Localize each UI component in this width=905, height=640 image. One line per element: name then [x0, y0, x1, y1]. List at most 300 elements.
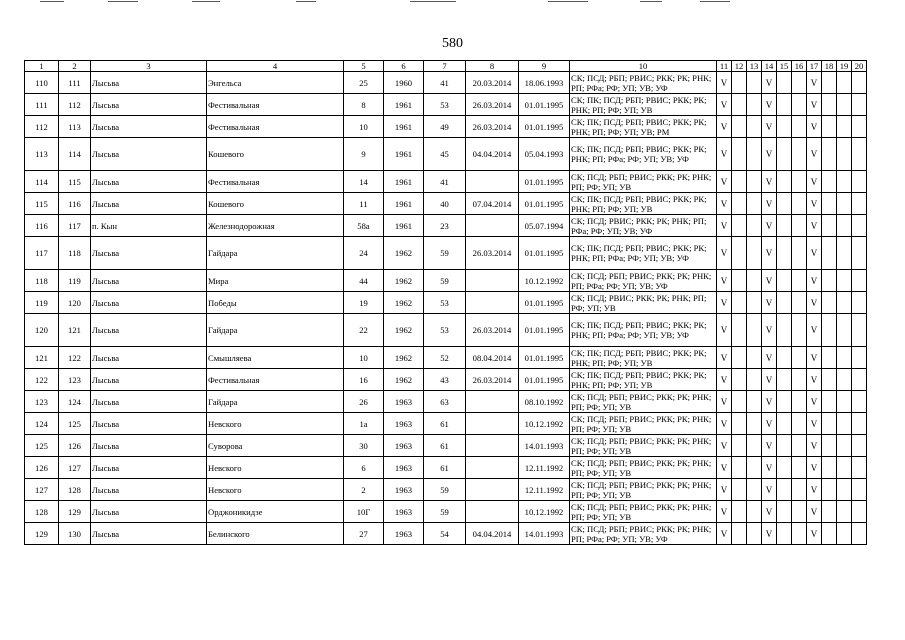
cell-col-20 [852, 292, 867, 314]
cell-col-19 [837, 435, 852, 457]
cell-col-12 [732, 369, 747, 391]
cell-col-8: 08.04.2014 [466, 347, 519, 369]
cell-col-10: СК; ПСД; РВИС; РКК; РК; РНК; РП; РФ; УП; УВ [570, 292, 717, 314]
cell-col-10: СК; ПК; ПСД; РБП; РВИС; РКК; РК; РНК; РП; РФ; УП; УВ [570, 94, 717, 116]
cell-col-7: 49 [424, 116, 466, 138]
cell-col-6: 1961 [384, 138, 424, 171]
cell-col-4: Смышляева [207, 347, 344, 369]
column-header-9: 9 [519, 61, 570, 72]
column-header-19: 19 [837, 61, 852, 72]
cell-col-16 [792, 171, 807, 193]
cell-col-2: 116 [59, 193, 91, 215]
cell-col-7: 54 [424, 523, 466, 545]
cell-col-11: V [717, 292, 732, 314]
cell-col-18 [822, 270, 837, 292]
cell-col-6: 1963 [384, 413, 424, 435]
column-header-20: 20 [852, 61, 867, 72]
column-header-6: 6 [384, 61, 424, 72]
cell-col-7: 53 [424, 94, 466, 116]
cell-col-12 [732, 347, 747, 369]
cell-col-18 [822, 72, 837, 94]
cell-col-10: СК; ПСД; РБП; РВИС; РКК; РК; РНК; РП; РФ; УП; УВ [570, 391, 717, 413]
column-header-12: 12 [732, 61, 747, 72]
cell-col-19 [837, 413, 852, 435]
cell-col-11: V [717, 435, 732, 457]
cell-col-7: 41 [424, 72, 466, 94]
cell-col-8: 26.03.2014 [466, 237, 519, 270]
cell-col-12 [732, 193, 747, 215]
cell-col-4: Гайдара [207, 237, 344, 270]
cell-col-10: СК; ПК; ПСД; РБП; РВИС; РКК; РК; РНК; РП; РФ; УП; УВ [570, 369, 717, 391]
cell-col-17: V [807, 413, 822, 435]
cell-col-9: 10.12.1992 [519, 501, 570, 523]
cell-col-17: V [807, 501, 822, 523]
cell-col-7: 59 [424, 501, 466, 523]
cell-col-18 [822, 413, 837, 435]
cell-col-5: 44 [344, 270, 384, 292]
cell-col-3: Лысьва [91, 270, 207, 292]
cell-col-10: СК; ПСД; РБП; РВИС; РКК; РК; РНК; РП; РФа; РФ; УП; УВ; УФ [570, 72, 717, 94]
cell-col-2: 126 [59, 435, 91, 457]
cell-col-17: V [807, 479, 822, 501]
cell-col-1: 117 [25, 237, 59, 270]
cell-col-15 [777, 237, 792, 270]
cell-col-9: 01.01.1995 [519, 369, 570, 391]
cell-col-11: V [717, 391, 732, 413]
cell-col-10: СК; ПСД; РБП; РВИС; РКК; РК; РНК; РП; РФ; УП; УВ [570, 435, 717, 457]
cell-col-5: 11 [344, 193, 384, 215]
cell-col-15 [777, 116, 792, 138]
cell-col-15 [777, 72, 792, 94]
cell-col-19 [837, 215, 852, 237]
cell-col-12 [732, 457, 747, 479]
cell-col-16 [792, 347, 807, 369]
cell-col-7: 45 [424, 138, 466, 171]
column-header-2: 2 [59, 61, 91, 72]
cell-col-13 [747, 391, 762, 413]
cell-col-20 [852, 457, 867, 479]
table-row [25, 457, 867, 479]
column-header-17: 17 [807, 61, 822, 72]
cell-col-13 [747, 457, 762, 479]
cell-col-14: V [762, 391, 777, 413]
cell-col-9: 18.06.1993 [519, 72, 570, 94]
cell-col-6: 1962 [384, 270, 424, 292]
cell-col-15 [777, 435, 792, 457]
cell-col-1: 115 [25, 193, 59, 215]
cell-col-4: Невского [207, 413, 344, 435]
cell-col-18 [822, 193, 837, 215]
cell-col-12 [732, 72, 747, 94]
cell-col-13 [747, 501, 762, 523]
cell-col-13 [747, 479, 762, 501]
cell-col-6: 1963 [384, 457, 424, 479]
page-number: 580 [442, 36, 463, 51]
table-row [25, 116, 867, 138]
cell-col-16 [792, 138, 807, 171]
cell-col-10: СК; ПСД; РБП; РВИС; РКК; РК; РНК; РП; РФа; РФ; УП; УВ; УФ [570, 523, 717, 545]
cell-col-4: Фестивальная [207, 94, 344, 116]
cell-col-13 [747, 435, 762, 457]
column-header-15: 15 [777, 61, 792, 72]
cell-col-5: 9 [344, 138, 384, 171]
cell-col-8 [466, 457, 519, 479]
table-row [25, 215, 867, 237]
cell-col-3: Лысьва [91, 479, 207, 501]
cell-col-3: Лысьва [91, 457, 207, 479]
cell-col-18 [822, 94, 837, 116]
cell-col-6: 1963 [384, 435, 424, 457]
cell-col-1: 119 [25, 292, 59, 314]
cell-col-15 [777, 457, 792, 479]
cell-col-9: 05.07.1994 [519, 215, 570, 237]
cell-col-8 [466, 292, 519, 314]
cell-col-15 [777, 523, 792, 545]
cell-col-17: V [807, 435, 822, 457]
cell-col-14: V [762, 116, 777, 138]
cell-col-7: 61 [424, 457, 466, 479]
cell-col-10: СК; ПК; ПСД; РБП; РВИС; РКК; РК; РНК; РП; РФ; УП; УВ [570, 347, 717, 369]
cell-col-14: V [762, 215, 777, 237]
cell-col-14: V [762, 292, 777, 314]
cell-col-9: 01.01.1995 [519, 94, 570, 116]
cell-col-15 [777, 413, 792, 435]
cell-col-19 [837, 501, 852, 523]
cell-col-2: 118 [59, 237, 91, 270]
cell-col-20 [852, 347, 867, 369]
cell-col-9: 08.10.1992 [519, 391, 570, 413]
cell-col-11: V [717, 314, 732, 347]
cell-col-4: Белинского [207, 523, 344, 545]
cell-col-4: Мира [207, 270, 344, 292]
cell-col-4: Железнодорожная [207, 215, 344, 237]
cell-col-12 [732, 523, 747, 545]
cell-col-15 [777, 94, 792, 116]
table-row [25, 138, 867, 171]
column-header-16: 16 [792, 61, 807, 72]
cell-col-12 [732, 413, 747, 435]
cell-col-14: V [762, 523, 777, 545]
cell-col-19 [837, 138, 852, 171]
cell-col-3: Лысьва [91, 523, 207, 545]
table-row [25, 171, 867, 193]
cell-col-11: V [717, 270, 732, 292]
cell-col-18 [822, 116, 837, 138]
table-row [25, 479, 867, 501]
cell-col-13 [747, 193, 762, 215]
cell-col-8 [466, 413, 519, 435]
cell-col-8: 04.04.2014 [466, 523, 519, 545]
cell-col-18 [822, 292, 837, 314]
cell-col-9: 01.01.1995 [519, 237, 570, 270]
cell-col-10: СК; ПСД; РБП; РВИС; РКК; РК; РНК; РП; РФ; УП; УВ [570, 501, 717, 523]
cell-col-1: 116 [25, 215, 59, 237]
cell-col-13 [747, 72, 762, 94]
cell-col-16 [792, 314, 807, 347]
cell-col-20 [852, 116, 867, 138]
table-row [25, 413, 867, 435]
cell-col-17: V [807, 369, 822, 391]
cell-col-8 [466, 435, 519, 457]
cell-col-16 [792, 391, 807, 413]
table-row [25, 314, 867, 347]
cell-col-3: Лысьва [91, 138, 207, 171]
cell-col-4: Суворова [207, 435, 344, 457]
cell-col-16 [792, 116, 807, 138]
cell-col-11: V [717, 72, 732, 94]
cell-col-16 [792, 457, 807, 479]
cell-col-17: V [807, 457, 822, 479]
table-row [25, 270, 867, 292]
cell-col-19 [837, 314, 852, 347]
cell-col-3: Лысьва [91, 94, 207, 116]
cell-col-7: 40 [424, 193, 466, 215]
cell-col-4: Кошевого [207, 138, 344, 171]
cell-col-3: Лысьва [91, 116, 207, 138]
cell-col-20 [852, 413, 867, 435]
cell-col-12 [732, 435, 747, 457]
cell-col-18 [822, 237, 837, 270]
cell-col-7: 59 [424, 237, 466, 270]
cell-col-8: 04.04.2014 [466, 138, 519, 171]
cell-col-17: V [807, 237, 822, 270]
cell-col-9: 12.11.1992 [519, 457, 570, 479]
cell-col-5: 6 [344, 457, 384, 479]
cell-col-15 [777, 292, 792, 314]
cell-col-10: СК; ПСД; РБП; РВИС; РКК; РК; РНК; РП; РФ; УП; УВ [570, 413, 717, 435]
cell-col-15 [777, 138, 792, 171]
cell-col-3: Лысьва [91, 413, 207, 435]
cell-col-7: 61 [424, 413, 466, 435]
cell-col-19 [837, 237, 852, 270]
cell-col-11: V [717, 501, 732, 523]
cell-col-6: 1961 [384, 94, 424, 116]
cell-col-11: V [717, 369, 732, 391]
cell-col-7: 43 [424, 369, 466, 391]
cell-col-11: V [717, 479, 732, 501]
cell-col-13 [747, 116, 762, 138]
cell-col-15 [777, 369, 792, 391]
cell-col-2: 113 [59, 116, 91, 138]
cell-col-16 [792, 94, 807, 116]
cell-col-20 [852, 193, 867, 215]
cell-col-5: 30 [344, 435, 384, 457]
cell-col-4: Гайдара [207, 314, 344, 347]
cell-col-12 [732, 270, 747, 292]
cell-col-1: 121 [25, 347, 59, 369]
cell-col-1: 127 [25, 479, 59, 501]
cell-col-11: V [717, 116, 732, 138]
cell-col-18 [822, 479, 837, 501]
cell-col-6: 1962 [384, 369, 424, 391]
cell-col-5: 27 [344, 523, 384, 545]
cell-col-15 [777, 347, 792, 369]
cell-col-10: СК; ПСД; РБП; РВИС; РКК; РК; РНК; РП; РФа; РФ; УП; УВ; УФ [570, 270, 717, 292]
cell-col-1: 124 [25, 413, 59, 435]
cell-col-14: V [762, 94, 777, 116]
table-row [25, 391, 867, 413]
cell-col-14: V [762, 193, 777, 215]
cell-col-14: V [762, 314, 777, 347]
cell-col-3: Лысьва [91, 72, 207, 94]
cell-col-1: 114 [25, 171, 59, 193]
cell-col-14: V [762, 479, 777, 501]
cell-col-13 [747, 369, 762, 391]
column-header-18: 18 [822, 61, 837, 72]
cell-col-11: V [717, 193, 732, 215]
cell-col-4: Фестивальная [207, 116, 344, 138]
cell-col-17: V [807, 171, 822, 193]
cell-col-17: V [807, 292, 822, 314]
table-row [25, 193, 867, 215]
cell-col-2: 123 [59, 369, 91, 391]
cell-col-9: 05.04.1993 [519, 138, 570, 171]
cell-col-12 [732, 94, 747, 116]
cell-col-17: V [807, 314, 822, 347]
cell-col-17: V [807, 138, 822, 171]
cell-col-11: V [717, 215, 732, 237]
cell-col-2: 128 [59, 479, 91, 501]
cell-col-17: V [807, 347, 822, 369]
column-header-4: 4 [207, 61, 344, 72]
cell-col-2: 129 [59, 501, 91, 523]
cell-col-19 [837, 94, 852, 116]
cell-col-16 [792, 72, 807, 94]
cell-col-6: 1963 [384, 523, 424, 545]
cell-col-1: 120 [25, 314, 59, 347]
cell-col-12 [732, 479, 747, 501]
cell-col-7: 63 [424, 391, 466, 413]
cell-col-10: СК; ПК; ПСД; РБП; РВИС; РКК; РК; РНК; РП; РФ; УП; УВ [570, 193, 717, 215]
cell-col-13 [747, 292, 762, 314]
cell-col-4: Невского [207, 457, 344, 479]
cell-col-9: 01.01.1995 [519, 193, 570, 215]
cell-col-20 [852, 72, 867, 94]
cell-col-12 [732, 138, 747, 171]
cell-col-4: Кошевого [207, 193, 344, 215]
cell-col-5: 24 [344, 237, 384, 270]
cell-col-14: V [762, 501, 777, 523]
cell-col-13 [747, 413, 762, 435]
cell-col-16 [792, 435, 807, 457]
cell-col-3: Лысьва [91, 391, 207, 413]
cell-col-18 [822, 215, 837, 237]
cell-col-4: Невского [207, 479, 344, 501]
cell-col-14: V [762, 270, 777, 292]
cell-col-11: V [717, 413, 732, 435]
cell-col-1: 112 [25, 116, 59, 138]
cell-col-14: V [762, 138, 777, 171]
cell-col-17: V [807, 215, 822, 237]
cell-col-8 [466, 391, 519, 413]
cell-col-20 [852, 479, 867, 501]
cell-col-1: 125 [25, 435, 59, 457]
cell-col-6: 1961 [384, 171, 424, 193]
cell-col-2: 121 [59, 314, 91, 347]
cell-col-10: СК; ПК; ПСД; РБП; РВИС; РКК; РК; РНК; РП; РФа; РФ; УП; УВ; УФ [570, 314, 717, 347]
cell-col-17: V [807, 94, 822, 116]
cell-col-1: 126 [25, 457, 59, 479]
cell-col-1: 128 [25, 501, 59, 523]
cell-col-1: 110 [25, 72, 59, 94]
cell-col-5: 26 [344, 391, 384, 413]
cell-col-20 [852, 237, 867, 270]
column-header-3: 3 [91, 61, 207, 72]
cell-col-8: 26.03.2014 [466, 94, 519, 116]
cell-col-13 [747, 347, 762, 369]
column-header-1: 1 [25, 61, 59, 72]
cell-col-6: 1961 [384, 215, 424, 237]
cell-col-6: 1961 [384, 193, 424, 215]
cell-col-19 [837, 171, 852, 193]
cell-col-18 [822, 457, 837, 479]
cell-col-10: СК; ПК; ПСД; РБП; РВИС; РКК; РК; РНК; РП; РФа; РФ; УП; УВ; УФ [570, 237, 717, 270]
table-header-row [25, 61, 867, 72]
cell-col-17: V [807, 116, 822, 138]
cell-col-2: 119 [59, 270, 91, 292]
table-row [25, 347, 867, 369]
cell-col-10: СК; ПСД; РБП; РВИС; РКК; РК; РНК; РП; РФ; УП; УВ [570, 171, 717, 193]
cell-col-6: 1963 [384, 479, 424, 501]
cell-col-12 [732, 171, 747, 193]
scan-top-marks [0, 0, 905, 6]
cell-col-18 [822, 501, 837, 523]
cell-col-2: 115 [59, 171, 91, 193]
cell-col-20 [852, 215, 867, 237]
cell-col-3: Лысьва [91, 369, 207, 391]
cell-col-20 [852, 435, 867, 457]
cell-col-14: V [762, 369, 777, 391]
cell-col-11: V [717, 347, 732, 369]
cell-col-8: 07.04.2014 [466, 193, 519, 215]
cell-col-20 [852, 314, 867, 347]
cell-col-9: 01.01.1995 [519, 314, 570, 347]
table-row [25, 292, 867, 314]
table-row [25, 237, 867, 270]
cell-col-5: 8 [344, 94, 384, 116]
cell-col-11: V [717, 237, 732, 270]
cell-col-13 [747, 314, 762, 347]
cell-col-8: 26.03.2014 [466, 369, 519, 391]
cell-col-19 [837, 369, 852, 391]
table-row [25, 72, 867, 94]
cell-col-19 [837, 391, 852, 413]
cell-col-8 [466, 270, 519, 292]
cell-col-8: 26.03.2014 [466, 314, 519, 347]
cell-col-4: Победы [207, 292, 344, 314]
cell-col-9: 14.01.1993 [519, 523, 570, 545]
cell-col-9: 01.01.1995 [519, 116, 570, 138]
cell-col-3: Лысьва [91, 501, 207, 523]
cell-col-2: 127 [59, 457, 91, 479]
cell-col-18 [822, 523, 837, 545]
cell-col-16 [792, 369, 807, 391]
cell-col-2: 120 [59, 292, 91, 314]
cell-col-6: 1962 [384, 347, 424, 369]
cell-col-20 [852, 270, 867, 292]
cell-col-5: 16 [344, 369, 384, 391]
cell-col-1: 123 [25, 391, 59, 413]
cell-col-8 [466, 501, 519, 523]
cell-col-5: 25 [344, 72, 384, 94]
table-row [25, 501, 867, 523]
cell-col-7: 41 [424, 171, 466, 193]
cell-col-3: Лысьва [91, 171, 207, 193]
cell-col-11: V [717, 457, 732, 479]
cell-col-9: 14.01.1993 [519, 435, 570, 457]
cell-col-2: 117 [59, 215, 91, 237]
cell-col-2: 122 [59, 347, 91, 369]
